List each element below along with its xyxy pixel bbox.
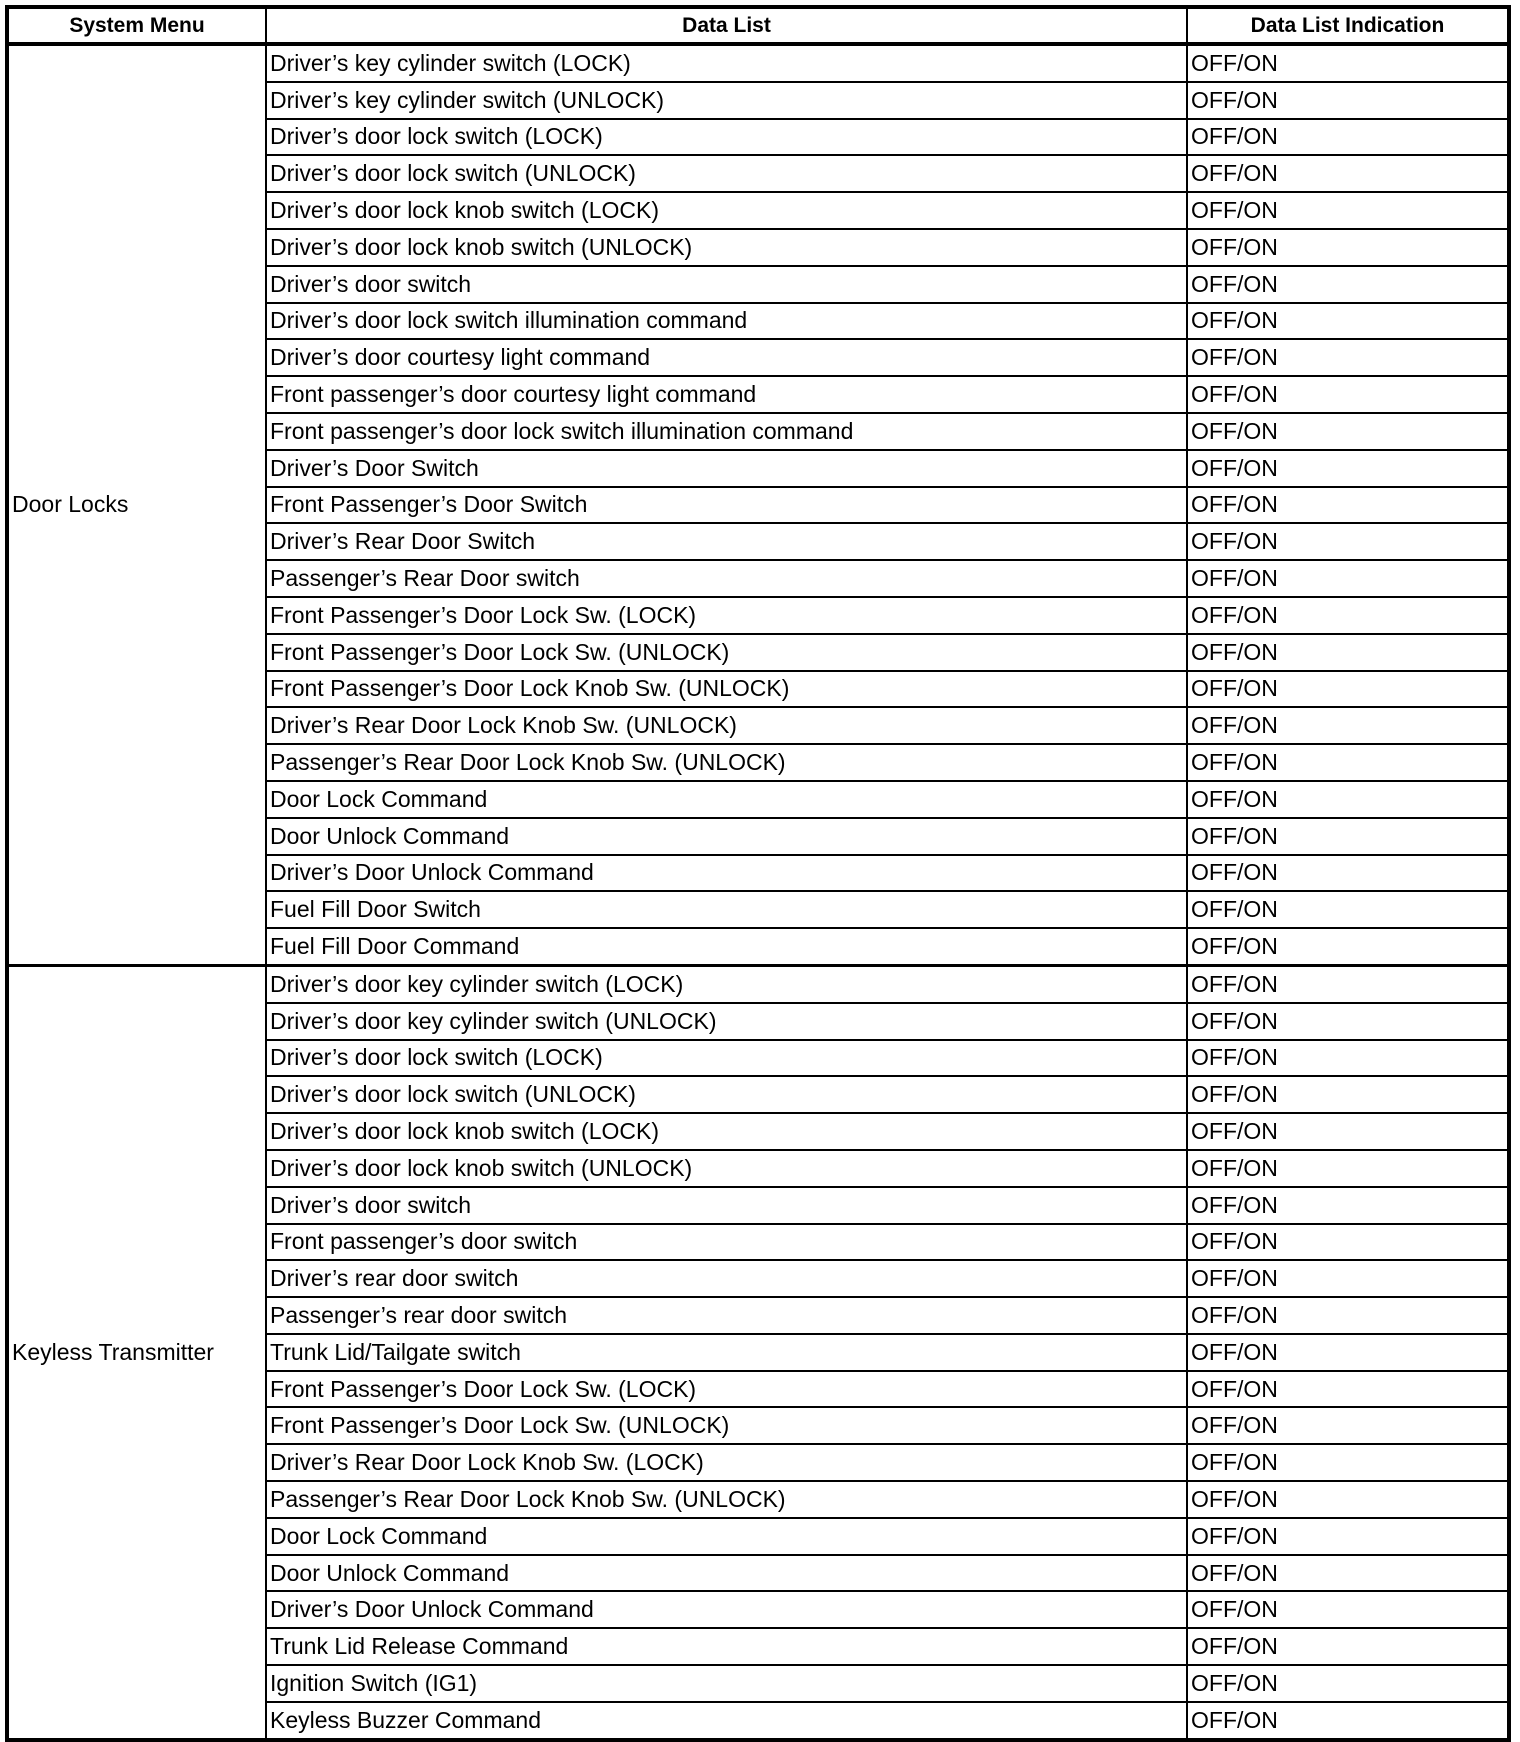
data-list-item: Trunk Lid/Tailgate switch	[266, 1334, 1187, 1371]
data-list-item: Front Passenger’s Door Lock Sw. (LOCK)	[266, 597, 1187, 634]
data-list-indication: OFF/ON	[1187, 1518, 1509, 1555]
header-row	[7, 7, 1509, 44]
data-list-item: Fuel Fill Door Command	[266, 928, 1187, 965]
data-list-item: Door Lock Command	[266, 781, 1187, 818]
data-list-indication: OFF/ON	[1187, 1113, 1509, 1150]
system-menu-cell: Keyless Transmitter	[7, 965, 266, 1739]
data-list-indication: OFF/ON	[1187, 928, 1509, 965]
data-list-indication: OFF/ON	[1187, 1040, 1509, 1077]
data-list-indication: OFF/ON	[1187, 192, 1509, 229]
data-list-indication: OFF/ON	[1187, 1481, 1509, 1518]
data-list-item: Door Unlock Command	[266, 818, 1187, 855]
table-header	[7, 7, 1509, 44]
data-list-indication: OFF/ON	[1187, 597, 1509, 634]
table-row	[7, 965, 1509, 1002]
data-list-indication: OFF/ON	[1187, 1407, 1509, 1444]
data-list-item: Driver’s door key cylinder switch (LOCK)	[266, 965, 1187, 1002]
data-list-item: Driver’s door lock knob switch (UNLOCK)	[266, 1150, 1187, 1187]
data-list-indication: OFF/ON	[1187, 1665, 1509, 1702]
data-list-item: Front passenger’s door switch	[266, 1224, 1187, 1261]
data-list-indication: OFF/ON	[1187, 155, 1509, 192]
data-list-item: Passenger’s rear door switch	[266, 1297, 1187, 1334]
data-list-indication: OFF/ON	[1187, 707, 1509, 744]
header-system-menu: System Menu	[7, 7, 266, 44]
data-list-indication: OFF/ON	[1187, 1003, 1509, 1040]
data-list-item: Front Passenger’s Door Lock Sw. (UNLOCK)	[266, 634, 1187, 671]
data-list-item: Driver’s Door Unlock Command	[266, 1591, 1187, 1628]
data-list-indication: OFF/ON	[1187, 965, 1509, 1002]
data-list-indication: OFF/ON	[1187, 1076, 1509, 1113]
data-list-item: Front Passenger’s Door Switch	[266, 487, 1187, 524]
data-list-item: Driver’s key cylinder switch (LOCK)	[266, 44, 1187, 82]
data-list-item: Front passenger’s door courtesy light command	[266, 376, 1187, 413]
data-list-indication: OFF/ON	[1187, 744, 1509, 781]
data-list-indication: OFF/ON	[1187, 1371, 1509, 1408]
data-list-item: Driver’s rear door switch	[266, 1260, 1187, 1297]
data-list-indication: OFF/ON	[1187, 1150, 1509, 1187]
data-list-item: Passenger’s Rear Door Lock Knob Sw. (UNLOCK)	[266, 1481, 1187, 1518]
data-list-item: Passenger’s Rear Door Lock Knob Sw. (UNLOCK)	[266, 744, 1187, 781]
data-list-indication: OFF/ON	[1187, 376, 1509, 413]
data-list-item: Driver’s door lock switch illumination command	[266, 303, 1187, 340]
data-list-indication: OFF/ON	[1187, 44, 1509, 82]
data-list-item: Front passenger’s door lock switch illumination command	[266, 413, 1187, 450]
data-list-indication: OFF/ON	[1187, 339, 1509, 376]
data-list-item: Driver’s Rear Door Switch	[266, 523, 1187, 560]
data-list-item: Driver’s door lock switch (LOCK)	[266, 1040, 1187, 1077]
data-list-item: Driver’s door switch	[266, 266, 1187, 303]
header-data-list: Data List	[266, 7, 1187, 44]
data-list-item: Driver’s Rear Door Lock Knob Sw. (UNLOCK)	[266, 707, 1187, 744]
data-list-item: Driver’s door switch	[266, 1187, 1187, 1224]
data-list-item: Front Passenger’s Door Lock Sw. (LOCK)	[266, 1371, 1187, 1408]
data-list-indication: OFF/ON	[1187, 450, 1509, 487]
data-list-indication: OFF/ON	[1187, 560, 1509, 597]
data-list-item: Driver’s door lock switch (UNLOCK)	[266, 1076, 1187, 1113]
data-list-item: Fuel Fill Door Switch	[266, 891, 1187, 928]
table-row	[7, 44, 1509, 82]
data-list-item: Driver’s Rear Door Lock Knob Sw. (LOCK)	[266, 1444, 1187, 1481]
data-list-indication: OFF/ON	[1187, 1444, 1509, 1481]
data-list-indication: OFF/ON	[1187, 82, 1509, 119]
data-list-indication: OFF/ON	[1187, 487, 1509, 524]
data-list-item: Door Lock Command	[266, 1518, 1187, 1555]
data-list-indication: OFF/ON	[1187, 1628, 1509, 1665]
header-data-list-indication: Data List Indication	[1187, 7, 1509, 44]
data-list-item: Driver’s door lock switch (LOCK)	[266, 119, 1187, 156]
data-list-indication: OFF/ON	[1187, 634, 1509, 671]
data-list-indication: OFF/ON	[1187, 855, 1509, 892]
data-list-indication: OFF/ON	[1187, 1260, 1509, 1297]
data-list-indication: OFF/ON	[1187, 1591, 1509, 1628]
data-list-indication: OFF/ON	[1187, 671, 1509, 708]
data-list-indication: OFF/ON	[1187, 119, 1509, 156]
data-list-indication: OFF/ON	[1187, 266, 1509, 303]
data-list-item: Driver’s door lock switch (UNLOCK)	[266, 155, 1187, 192]
data-list-item: Driver’s door lock knob switch (UNLOCK)	[266, 229, 1187, 266]
data-list-table	[5, 5, 1511, 1742]
data-list-item: Keyless Buzzer Command	[266, 1702, 1187, 1740]
data-list-item: Driver’s door key cylinder switch (UNLOCK)	[266, 1003, 1187, 1040]
data-list-item: Front Passenger’s Door Lock Knob Sw. (UNLOCK)	[266, 671, 1187, 708]
data-list-item: Driver’s key cylinder switch (UNLOCK)	[266, 82, 1187, 119]
data-list-indication: OFF/ON	[1187, 818, 1509, 855]
data-list-item: Driver’s door lock knob switch (LOCK)	[266, 192, 1187, 229]
data-list-item: Driver’s door lock knob switch (LOCK)	[266, 1113, 1187, 1150]
data-list-indication: OFF/ON	[1187, 1224, 1509, 1261]
data-list-item: Passenger’s Rear Door switch	[266, 560, 1187, 597]
data-list-indication: OFF/ON	[1187, 413, 1509, 450]
data-list-indication: OFF/ON	[1187, 1334, 1509, 1371]
data-list-indication: OFF/ON	[1187, 1187, 1509, 1224]
data-list-indication: OFF/ON	[1187, 891, 1509, 928]
data-list-indication: OFF/ON	[1187, 303, 1509, 340]
data-list-indication: OFF/ON	[1187, 1702, 1509, 1740]
data-list-item: Driver’s door courtesy light command	[266, 339, 1187, 376]
data-list-item: Ignition Switch (IG1)	[266, 1665, 1187, 1702]
data-list-indication: OFF/ON	[1187, 1555, 1509, 1592]
data-list-item: Door Unlock Command	[266, 1555, 1187, 1592]
data-list-indication: OFF/ON	[1187, 1297, 1509, 1334]
data-list-indication: OFF/ON	[1187, 229, 1509, 266]
data-list-item: Driver’s Door Switch	[266, 450, 1187, 487]
data-list-indication: OFF/ON	[1187, 523, 1509, 560]
data-list-indication: OFF/ON	[1187, 781, 1509, 818]
data-list-item: Front Passenger’s Door Lock Sw. (UNLOCK)	[266, 1407, 1187, 1444]
data-list-item: Trunk Lid Release Command	[266, 1628, 1187, 1665]
data-list-item: Driver’s Door Unlock Command	[266, 855, 1187, 892]
table-body	[7, 44, 1509, 1740]
system-menu-cell: Door Locks	[7, 44, 266, 965]
